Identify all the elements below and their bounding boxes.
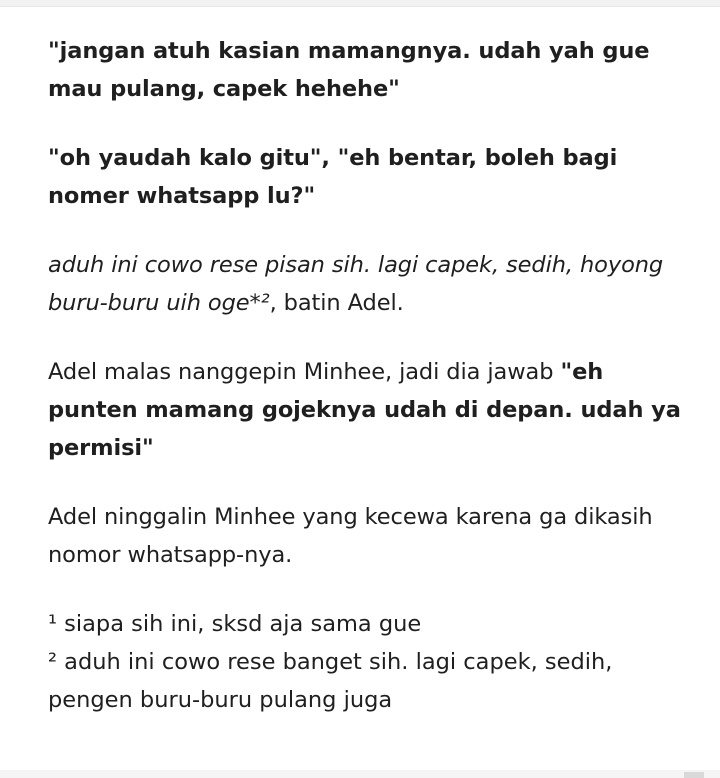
footnote-2: ² aduh ini cowo rese banget sih. lagi capek, sedih, pengen buru-buru pulang juga bbox=[48, 649, 613, 713]
story-text bbox=[48, 32, 698, 719]
inner-thought-text: aduh ini cowo rese pisan sih. lagi capek, sedih, hoyong buru-buru uih oge*² bbox=[48, 252, 664, 316]
narration-paragraph-1 bbox=[48, 353, 698, 467]
top-divider bbox=[0, 0, 720, 7]
dialogue-text: "eh punten mamang gojeknya udah di depan. udah ya permisi" bbox=[48, 359, 681, 461]
footnote-1: ¹ siapa sih ini, sksd aja sama gue bbox=[48, 611, 422, 637]
narration-paragraph-2 bbox=[48, 498, 698, 574]
narration-text: Adel ninggalin Minhee yang kecewa karena ga dikasih nomor whatsapp-nya. bbox=[48, 504, 653, 568]
narration-text: Adel malas nanggepin Minhee, jadi dia jawab bbox=[48, 359, 561, 385]
scroll-indicator bbox=[684, 772, 704, 778]
dialogue-text: "oh yaudah kalo gitu", "eh bentar, boleh bagi nomer whatsapp lu?" bbox=[48, 145, 618, 209]
inner-thought-paragraph bbox=[48, 246, 698, 322]
bottom-divider bbox=[0, 770, 720, 778]
narration-text: , batin Adel. bbox=[269, 290, 404, 316]
footnotes bbox=[48, 605, 698, 719]
dialogue-text: "jangan atuh kasian mamangnya. udah yah gue mau pulang, capek hehehe" bbox=[48, 38, 650, 102]
dialogue-paragraph-1 bbox=[48, 32, 698, 108]
dialogue-paragraph-2 bbox=[48, 139, 698, 215]
